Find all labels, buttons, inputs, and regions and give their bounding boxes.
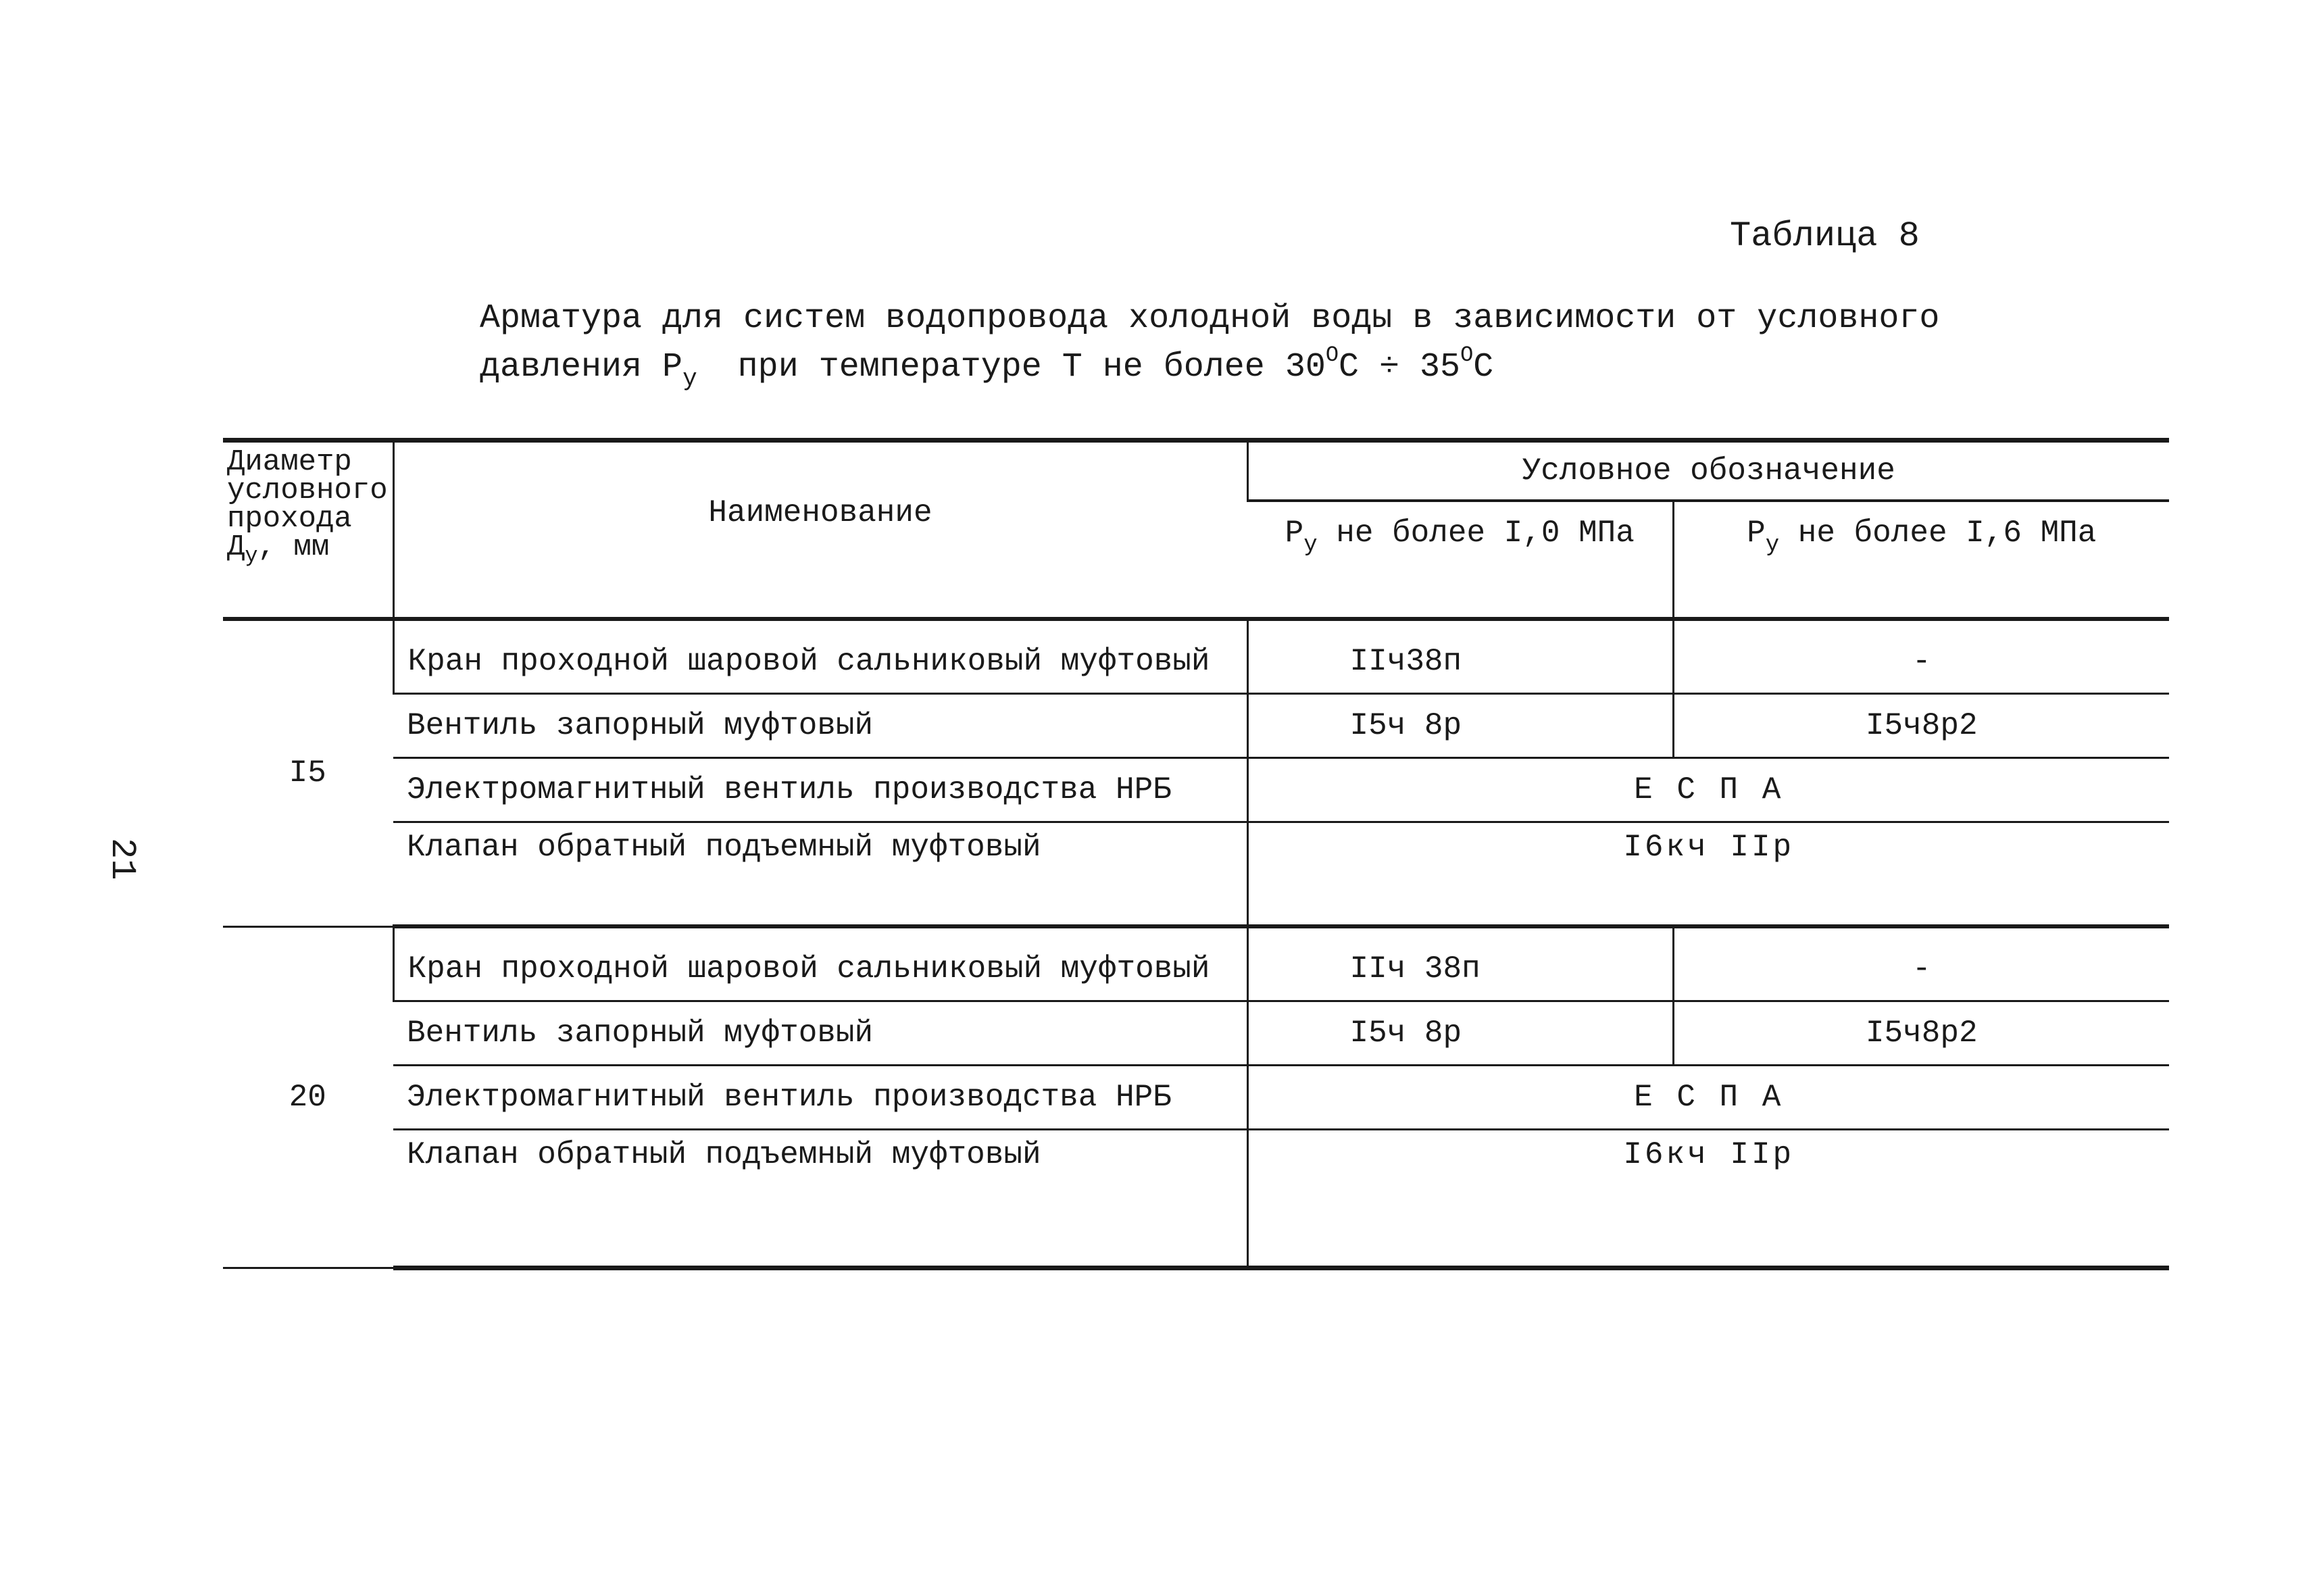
code-p16: I5ч8р2 bbox=[1673, 1001, 2169, 1066]
item-name: Клапан обратный подъемный муфтовый bbox=[393, 1130, 1247, 1268]
header-diameter-line bbox=[227, 530, 393, 568]
table-row bbox=[223, 822, 2169, 927]
header-text: , мм bbox=[257, 530, 330, 564]
page-number: 21 bbox=[102, 838, 142, 880]
table-row bbox=[223, 926, 2169, 1001]
header-subscript: у bbox=[1303, 532, 1318, 558]
header-diameter-line: условного bbox=[227, 474, 388, 507]
item-name: Кран проходной шаровой сальниковый муфтовый bbox=[393, 926, 1247, 1001]
table-row bbox=[223, 619, 2169, 694]
caption-subscript: у bbox=[682, 365, 697, 393]
fittings-table bbox=[223, 438, 2169, 1270]
header-diameter bbox=[223, 441, 393, 620]
item-name: Вентиль запорный муфтовый bbox=[393, 1001, 1247, 1066]
header-designation-group: Условное обозначение bbox=[1247, 441, 2169, 501]
header-text: не более I,0 МПа bbox=[1317, 516, 1635, 551]
table-caption bbox=[480, 295, 1939, 392]
header-pressure-1 bbox=[1247, 501, 1673, 619]
code-p10: IIч 38п bbox=[1247, 926, 1673, 1001]
caption-line-1: Арматура для систем водопровода холодной воды в зависимости от условного bbox=[480, 299, 1940, 338]
diameter-cell: 20 bbox=[223, 926, 393, 1268]
table-number: Таблица 8 bbox=[1730, 216, 1920, 256]
item-name: Вентиль запорный муфтовый bbox=[393, 694, 1247, 758]
item-name: Кран проходной шаровой сальниковый муфтовый bbox=[393, 619, 1247, 694]
code-p16: I5ч8р2 bbox=[1673, 694, 2169, 758]
code-common: I6кч IIр bbox=[1247, 822, 2169, 927]
header-diameter-line: Диаметр bbox=[227, 445, 352, 479]
code-common: I6кч IIр bbox=[1247, 1130, 2169, 1268]
table-row bbox=[223, 694, 2169, 758]
header-text: Р bbox=[1285, 516, 1304, 551]
header-subscript: у bbox=[1765, 532, 1780, 558]
caption-text: давления Р bbox=[480, 348, 683, 386]
caption-line-2 bbox=[480, 343, 1939, 392]
header-diameter-line: прохода bbox=[227, 502, 352, 536]
code-p16: - bbox=[1673, 926, 2169, 1001]
code-p10: IIч38п bbox=[1247, 619, 1673, 694]
header-subscript: у bbox=[245, 543, 258, 568]
header-pressure-2 bbox=[1673, 501, 2169, 619]
table-row bbox=[223, 758, 2169, 822]
table-row bbox=[223, 1001, 2169, 1066]
caption-text: С ÷ 35 bbox=[1339, 348, 1461, 386]
caption-degree: О bbox=[1460, 343, 1474, 368]
table-row bbox=[223, 1130, 2169, 1268]
header-name: Наименование bbox=[393, 441, 1247, 620]
diameter-cell: I5 bbox=[223, 619, 393, 926]
item-name: Электромагнитный вентиль производства НРБ bbox=[393, 1066, 1247, 1130]
code-p16: - bbox=[1673, 619, 2169, 694]
caption-degree: О bbox=[1325, 343, 1339, 368]
header-text: Д bbox=[227, 530, 245, 564]
item-name: Электромагнитный вентиль производства НРБ bbox=[393, 758, 1247, 822]
header-text: не более I,6 МПа bbox=[1779, 516, 2097, 551]
caption-text: при температуре Т не более 30 bbox=[697, 348, 1326, 386]
code-common: Е С П А bbox=[1247, 1066, 2169, 1130]
caption-text: С bbox=[1473, 348, 1494, 386]
code-p10: I5ч 8р bbox=[1247, 694, 1673, 758]
table-row bbox=[223, 1066, 2169, 1130]
code-p10: I5ч 8р bbox=[1247, 1001, 1673, 1066]
item-name: Клапан обратный подъемный муфтовый bbox=[393, 822, 1247, 927]
code-common: Е С П А bbox=[1247, 758, 2169, 822]
header-text: Р bbox=[1747, 516, 1766, 551]
